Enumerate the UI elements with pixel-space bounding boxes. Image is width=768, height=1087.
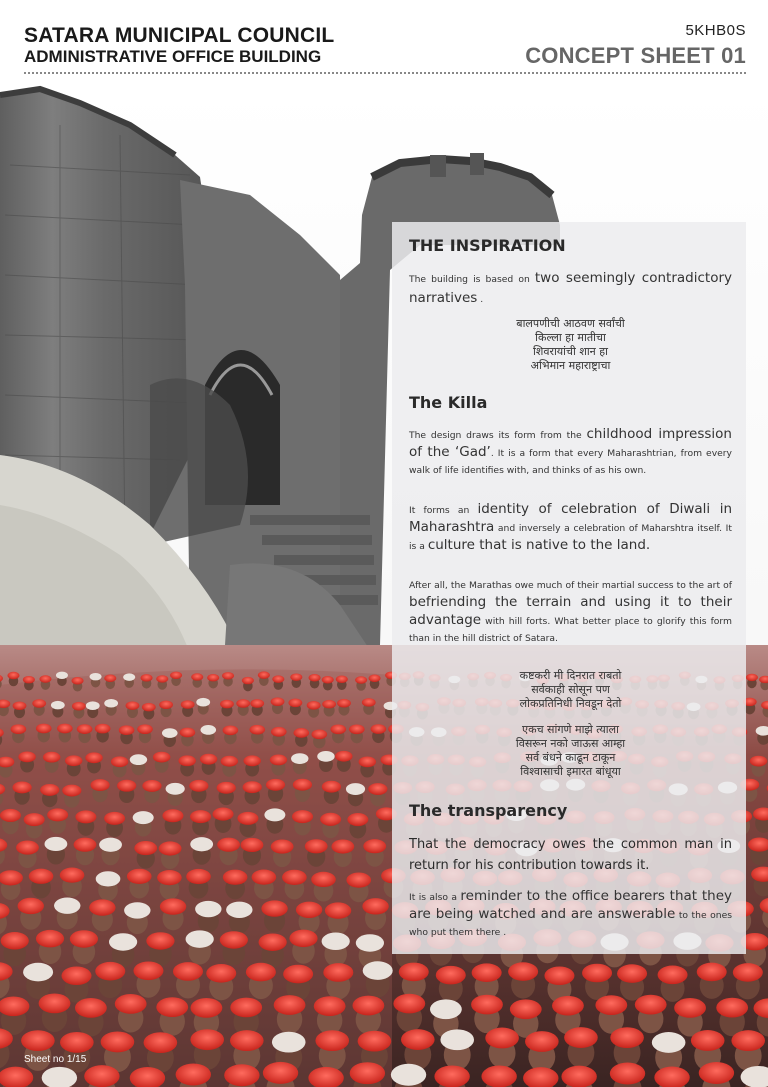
transparency-heading: The transparency [409,801,568,820]
header-divider [24,72,746,74]
killa-paragraph-1: The design draws its form from the childhood impression of the ‘Gad’. It is a form that every Maharashtrian, from every walk of life identifies with, and thinks of as his own. [409,426,732,476]
narrative-panel [392,222,746,954]
poem-line: किल्ला हा मातीचा [535,331,606,344]
inspiration-text: The building is based on two seemingly contradictory narratives . [409,270,732,306]
inspiration-heading: THE INSPIRATION [409,236,566,255]
poem-line: बालपणीची आठवण सर्वांची [516,317,625,330]
killa-heading: The Killa [409,393,488,412]
transparency-paragraph-1: That the democracy owes the common man in return for his contribution towards it. [409,837,732,873]
poem-line: लोकप्रतिनिधी निवडून देतो [519,697,622,710]
project-subtitle: ADMINISTRATIVE OFFICE BUILDING [24,47,322,66]
poem-line: शिवरायांची शान हा [533,345,608,358]
project-title: SATARA MUNICIPAL COUNCIL [24,24,335,47]
poem-line: सर्वकाही सोसून पण [531,683,610,696]
killa-poem-2 [409,723,732,779]
poem-line: अभिमान महाराष्ट्राचा [530,359,611,372]
sheet-title: CONCEPT SHEET 01 [525,43,746,68]
sheet-code: 5KHB0S [685,22,746,39]
killa-paragraph-2: It forms an identity of celebration of Diwali in Maharashtra and inversely a celebration of Maharshtra itself. It is a culture that is native to the land. [409,501,733,553]
killa-paragraph-3: After all, the Marathas owe much of their martial success to the art of befriending the terrain and using it to their advantage with hill forts. What better place to glorify this form than in the hill district of Satara. [409,580,732,644]
killa-poem-1 [409,669,732,711]
transparency-paragraph-2: It is also a reminder to the office bearers that they are being watched and are answerable to the ones who put them there . [409,888,733,938]
poem-line: विसरून नको जाऊस आम्हा [515,737,626,750]
poem-line: विश्वासाची इमारत बांधूया [520,765,621,778]
sheet-number: Sheet no 1/15 [24,1054,87,1065]
inspiration-poem [409,317,732,373]
poem-line: एकच सांगणे माझे त्याला [522,723,619,736]
poem-line: कष्टकरी मी दिनरात राबतो [519,669,622,682]
poem-line: सर्व बंधने काढून टाकून [525,751,616,764]
